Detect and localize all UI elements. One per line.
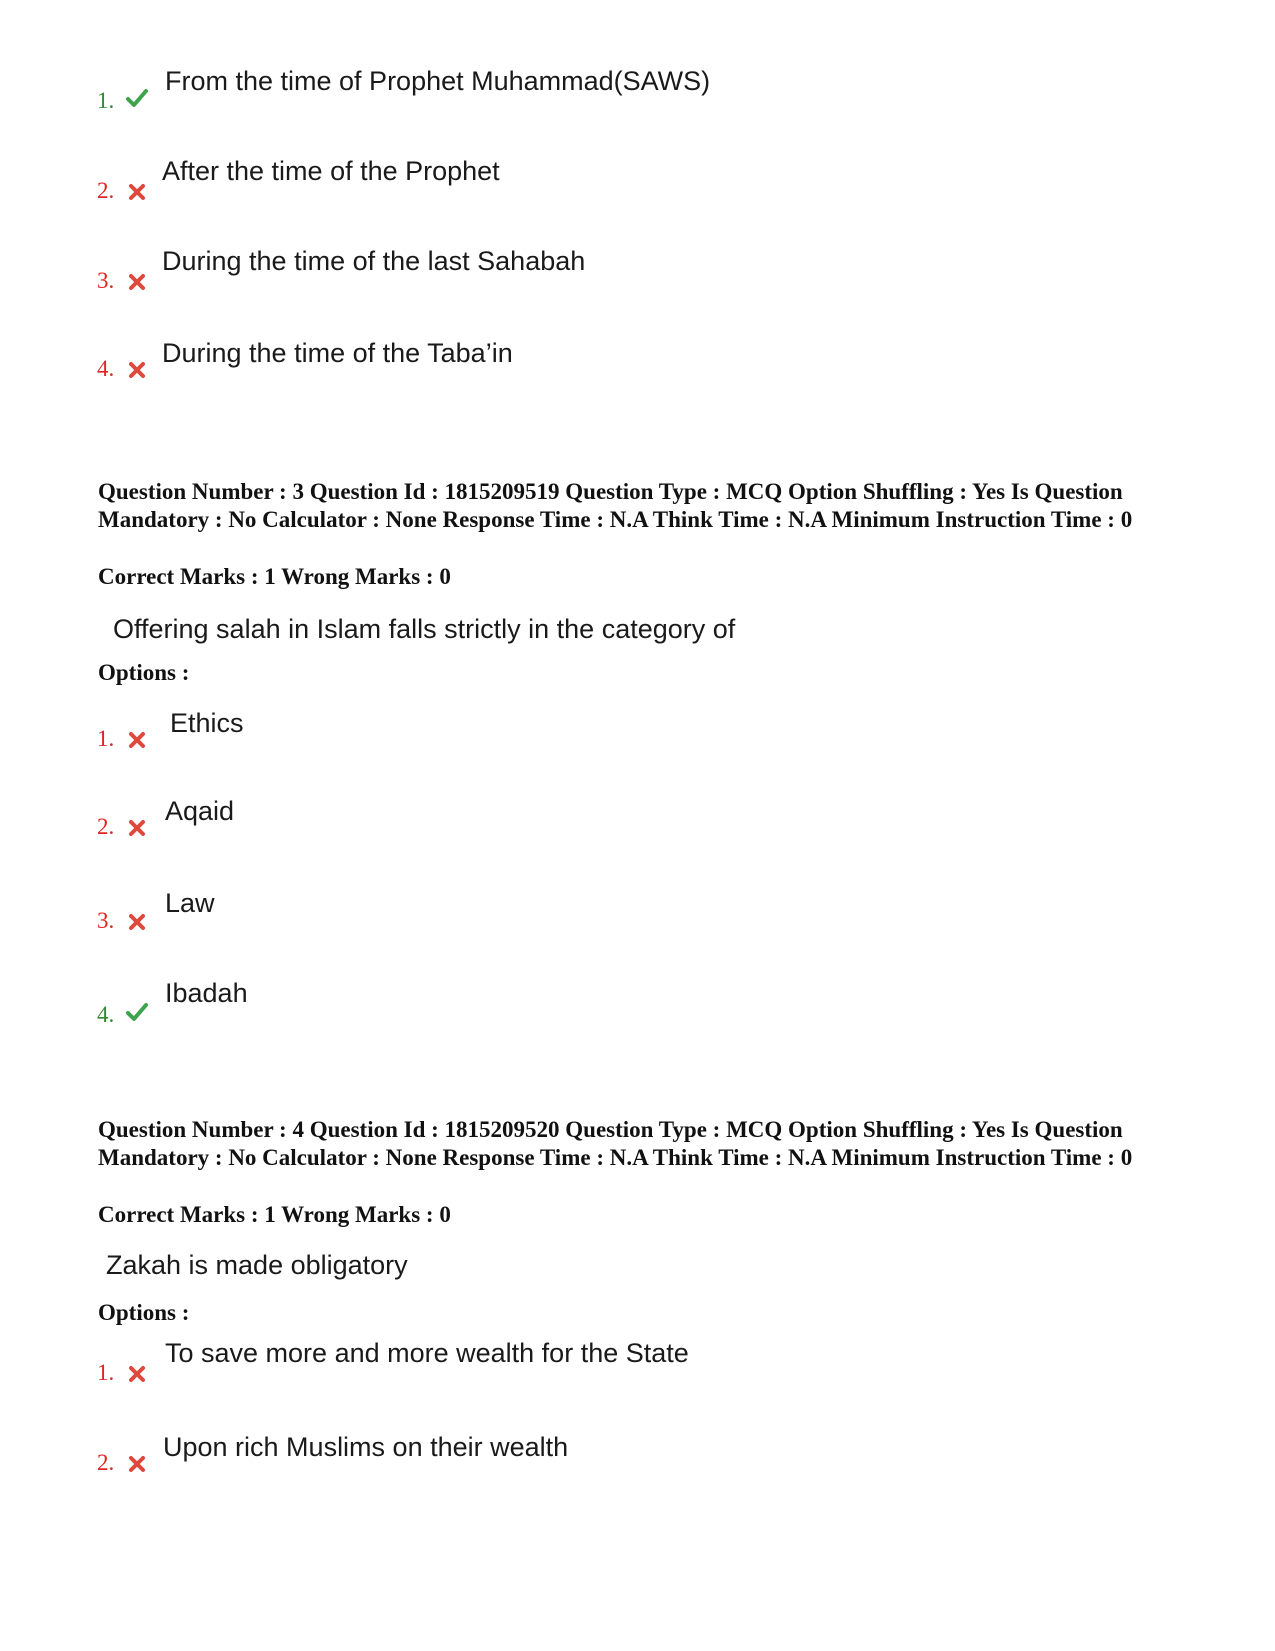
cross-icon (125, 1362, 149, 1386)
list-item (0, 978, 1275, 1038)
question-4-text: Zakah is made obligatory (106, 1250, 408, 1280)
option-text: After the time of the Prophet (162, 156, 500, 186)
list-item (0, 1338, 1275, 1398)
option-number: 4. (97, 1002, 115, 1027)
cross-icon (125, 910, 149, 934)
question-4-meta: Question Number : 4 Question Id : 1815209520 Question Type : MCQ Option Shuffling : Yes Is Question Mandatory : No Calculator : None Response Time : N.A Think Time : N.A Minimum Instruction Time : 0 (98, 1117, 1133, 1170)
list-item (0, 708, 1275, 768)
cross-icon (125, 1452, 149, 1476)
option-text: Ibadah (165, 978, 248, 1008)
option-text: Law (165, 888, 215, 918)
cross-icon (125, 180, 149, 204)
question-3-meta: Question Number : 3 Question Id : 1815209519 Question Type : MCQ Option Shuffling : Yes Is Question Mandatory : No Calculator : None Response Time : N.A Think Time : N.A Minimum Instruction Time : 0 (98, 479, 1133, 532)
option-text: From the time of Prophet Muhammad(SAWS) (165, 66, 711, 96)
option-text: During the time of the Taba’in (162, 338, 513, 368)
list-item (0, 66, 1275, 126)
question-3-text: Offering salah in Islam falls strictly in the category of (113, 614, 736, 644)
list-item (0, 338, 1275, 398)
question-3-options-label: Options : (98, 660, 190, 685)
option-text: Aqaid (165, 796, 235, 826)
list-item (0, 246, 1275, 306)
option-number: 1. (97, 1360, 115, 1385)
cross-icon (125, 816, 149, 840)
option-number: 3. (97, 268, 115, 293)
option-number: 2. (97, 178, 115, 203)
option-text: Ethics (170, 708, 244, 738)
list-item (0, 156, 1275, 216)
option-number: 3. (97, 908, 115, 933)
option-text: Upon rich Muslims on their wealth (163, 1432, 569, 1462)
cross-icon (125, 728, 149, 752)
check-icon (125, 86, 149, 110)
check-icon (125, 1000, 149, 1024)
question-4-marks: Correct Marks : 1 Wrong Marks : 0 (98, 1202, 451, 1227)
cross-icon (125, 358, 149, 382)
option-number: 2. (97, 814, 115, 839)
option-number: 1. (97, 726, 115, 751)
list-item (0, 888, 1275, 948)
option-number: 2. (97, 1450, 115, 1475)
option-number: 1. (97, 88, 115, 113)
question-4-options-label: Options : (98, 1300, 190, 1325)
option-number: 4. (97, 356, 115, 381)
question-3-marks: Correct Marks : 1 Wrong Marks : 0 (98, 564, 451, 589)
cross-icon (125, 270, 149, 294)
list-item (0, 796, 1275, 856)
option-text: During the time of the last Sahabah (162, 246, 586, 276)
option-text: To save more and more wealth for the State (165, 1338, 689, 1368)
list-item (0, 1432, 1275, 1492)
